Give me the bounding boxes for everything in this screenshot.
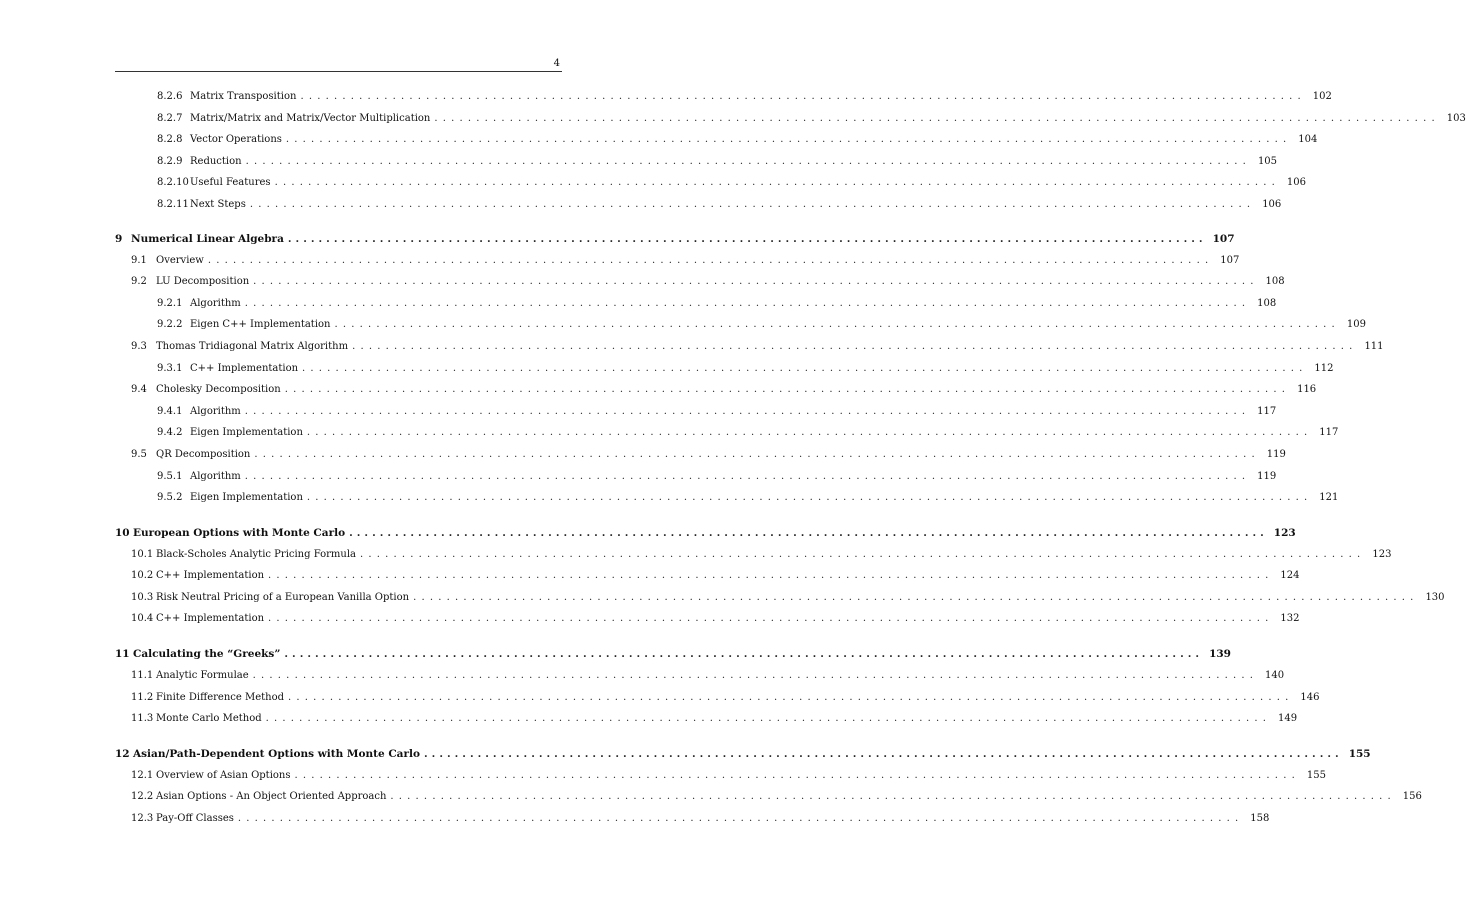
toc-entry-number: 8.2.7 xyxy=(157,112,183,124)
toc-subsection-entry[interactable] xyxy=(115,426,1339,448)
toc-dot-leader: ........................................................................................................................ xyxy=(268,613,1274,625)
toc-entry-page: 119 xyxy=(1266,448,1286,460)
toc-section-entry[interactable] xyxy=(115,669,1285,691)
toc-entry-page: 117 xyxy=(1257,405,1277,417)
toc-dot-leader: ........................................................................................................................ xyxy=(352,340,1358,352)
toc-entry-number: 12.3 xyxy=(131,813,154,825)
toc-entry-number: 12 xyxy=(115,747,130,760)
toc-entry-page: 107 xyxy=(1212,232,1235,245)
toc-section-entry[interactable] xyxy=(115,448,1286,470)
toc-subsection-entry[interactable] xyxy=(115,133,1318,155)
toc-section-entry[interactable] xyxy=(115,612,1300,634)
toc-entry-title: Eigen C++ Implementation xyxy=(190,319,331,331)
toc-dot-leader: ........................................................................................................................ xyxy=(245,155,1252,167)
toc-entry-number: 9.3.1 xyxy=(157,362,183,374)
toc-entry-page: 106 xyxy=(1262,198,1282,210)
toc-dot-leader: ........................................................................................................................ xyxy=(265,713,1272,725)
toc-entry-title: Analytic Formulae xyxy=(156,670,249,682)
toc-entry-title: Monte Carlo Method xyxy=(156,713,262,725)
toc-subsection-entry[interactable] xyxy=(115,90,1332,112)
toc-entry-page: 121 xyxy=(1319,492,1339,504)
toc-entry-number: 10.4 xyxy=(131,613,154,625)
toc-entry-page: 108 xyxy=(1257,297,1277,309)
toc-entry-title: C++ Implementation xyxy=(190,362,299,374)
toc-entry-number: 11.1 xyxy=(131,670,154,682)
toc-entry-page: 102 xyxy=(1312,91,1332,102)
toc-entry-title: Vector Operations xyxy=(190,134,282,146)
toc-entry-number: 9.2.2 xyxy=(157,319,183,331)
toc-entry-title: Matrix/Matrix and Matrix/Vector Multiplication xyxy=(190,112,431,124)
toc-entry-number: 10 xyxy=(115,526,130,539)
toc-section-entry[interactable] xyxy=(115,812,1270,834)
toc-entry-title: Overview of Asian Options xyxy=(156,769,291,781)
toc-entry-page: 105 xyxy=(1257,155,1278,167)
toc-dot-leader: ........................................................................................................................ xyxy=(274,177,1281,189)
toc-entry-number: 9 xyxy=(115,232,123,245)
toc-entry-title: Cholesky Decomposition xyxy=(156,384,281,396)
toc-entry-title: Next Steps xyxy=(190,198,246,210)
toc-entry-page: 112 xyxy=(1314,362,1334,374)
toc-dot-leader: ........................................................................................................................ xyxy=(254,448,1260,460)
toc-entry-page: 130 xyxy=(1425,591,1445,603)
toc-entry-page: 119 xyxy=(1257,470,1277,482)
toc-section-entry[interactable] xyxy=(115,569,1300,591)
toc-entry-number: 10.3 xyxy=(131,591,154,603)
toc-dot-leader: ........................................................................................................................ xyxy=(244,405,1251,417)
toc-subsection-entry[interactable] xyxy=(115,491,1339,513)
toc-subsection-entry[interactable] xyxy=(115,405,1277,427)
toc-section-entry[interactable] xyxy=(115,340,1384,362)
toc-entry-number: 11.2 xyxy=(131,691,154,703)
toc-dot-leader: ........................................................................................................................ xyxy=(434,112,1440,124)
toc-entry-number: 8.2.10 xyxy=(157,177,189,189)
toc-entry-title: European Options with Monte Carlo xyxy=(133,526,346,539)
toc-dot-leader: ........................................................................................................................ xyxy=(244,297,1251,309)
toc-entry-title: Black-Scholes Analytic Pricing Formula xyxy=(156,548,356,560)
header-rule xyxy=(115,71,562,72)
toc-dot-leader: ........................................................................................................................ xyxy=(288,691,1294,703)
toc-chapter-entry[interactable] xyxy=(115,747,1371,769)
toc-entry-number: 9.4.2 xyxy=(157,427,183,439)
toc-entry-title: Risk Neutral Pricing of a European Vanilla Option xyxy=(156,591,410,603)
toc-dot-leader: ........................................................................................................................ xyxy=(244,470,1251,482)
toc-entry-page: 149 xyxy=(1278,713,1298,725)
toc-entry-page: 124 xyxy=(1280,570,1300,582)
toc-entry-title: Thomas Tridiagonal Matrix Algorithm xyxy=(156,340,349,352)
toc-entry-page: 155 xyxy=(1306,769,1326,781)
toc-entry-number: 11.3 xyxy=(131,713,154,725)
toc-entry-page: 116 xyxy=(1297,384,1317,396)
toc-entry-number: 10.1 xyxy=(131,548,154,560)
toc-entry-title: QR Decomposition xyxy=(156,448,251,460)
toc-entry-page: 146 xyxy=(1300,691,1320,703)
toc-entry-page: 139 xyxy=(1209,648,1231,661)
toc-entry-number: 11 xyxy=(115,648,130,661)
toc-entry-page: 156 xyxy=(1402,791,1422,803)
toc-entry-number: 9.3 xyxy=(131,340,147,352)
toc-entry-title: Calculating the “Greeks” xyxy=(133,648,281,661)
toc-entry-number: 8.2.11 xyxy=(157,198,189,210)
toc-subsection-entry[interactable] xyxy=(115,112,1466,134)
toc-entry-page: 140 xyxy=(1265,670,1285,682)
toc-entry-title: Reduction xyxy=(190,155,242,167)
toc-entry-number: 9.4 xyxy=(131,384,147,396)
toc-dot-leader: ........................................................................................................................ xyxy=(390,791,1396,803)
toc-entry-number: 8.2.8 xyxy=(157,134,183,146)
toc-entry-number: 9.2.1 xyxy=(157,297,183,309)
toc-dot-leader: ........................................................................................................................ xyxy=(284,648,1204,661)
toc-entry-page: 117 xyxy=(1319,427,1339,439)
toc-section-entry[interactable] xyxy=(115,383,1317,405)
toc-subsection-entry[interactable] xyxy=(115,155,1278,177)
toc-entry-page: 104 xyxy=(1298,134,1318,146)
toc-entry-number: 9.4.1 xyxy=(157,405,183,417)
toc-entry-page: 109 xyxy=(1346,319,1366,331)
toc-entry-title: Overview xyxy=(156,254,204,266)
toc-entry-title: Eigen Implementation xyxy=(190,492,303,504)
toc-entry-page: 108 xyxy=(1265,276,1285,288)
page-number: 4 xyxy=(553,58,560,69)
toc-entry-number: 10.2 xyxy=(131,570,154,582)
toc-entry-title: Numerical Linear Algebra xyxy=(131,232,284,245)
toc-dot-leader: ........................................................................................................................ xyxy=(284,384,1291,396)
toc-dot-leader: ........................................................................................................................ xyxy=(285,134,1292,146)
toc-entry-title: Algorithm xyxy=(190,405,241,417)
toc-entry-page: 106 xyxy=(1286,177,1307,189)
toc-dot-leader: ........................................................................................................................ xyxy=(294,769,1300,781)
toc-dot-leader: ........................................................................................................................ xyxy=(253,276,1259,288)
toc-entry-title: Eigen Implementation xyxy=(190,427,303,439)
toc-dot-leader: ........................................................................................................................ xyxy=(424,747,1343,760)
toc-entry-title: LU Decomposition xyxy=(156,276,250,288)
toc-dot-leader: ........................................................................................................................ xyxy=(237,813,1244,825)
toc-entry-page: 132 xyxy=(1280,613,1300,625)
toc-entry-number: 9.1 xyxy=(131,254,147,266)
toc-entry-number: 12.1 xyxy=(131,769,154,781)
toc-section-entry[interactable] xyxy=(115,254,1240,276)
toc-dot-leader: ........................................................................................................................ xyxy=(359,548,1366,560)
toc-entry-page: 158 xyxy=(1250,813,1270,825)
toc-section-entry[interactable] xyxy=(115,712,1298,734)
toc-entry-title: Algorithm xyxy=(190,470,241,482)
toc-entry-title: Asian/Path-Dependent Options with Monte Carlo xyxy=(133,747,421,760)
toc-subsection-entry[interactable] xyxy=(115,176,1307,198)
toc-entry-page: 155 xyxy=(1348,747,1371,760)
toc-section-entry[interactable] xyxy=(115,691,1320,713)
toc-section-entry[interactable] xyxy=(115,548,1392,570)
toc-entry-title: Asian Options - An Object Oriented Approach xyxy=(156,791,387,803)
toc-subsection-entry[interactable] xyxy=(115,362,1334,384)
toc-dot-leader: ........................................................................................................................ xyxy=(302,362,1308,374)
toc-entry-title: C++ Implementation xyxy=(156,613,265,625)
toc-entry-number: 8.2.6 xyxy=(157,91,183,102)
toc-entry-title: C++ Implementation xyxy=(156,570,265,582)
toc-entry-number: 8.2.9 xyxy=(157,155,183,167)
toc-entry-number: 9.2 xyxy=(131,276,147,288)
toc-dot-leader: ........................................................................................................................ xyxy=(413,591,1419,603)
toc-entry-title: Pay-Off Classes xyxy=(156,813,234,825)
toc-dot-leader: ........................................................................................................................ xyxy=(249,198,1256,210)
toc-entry-number: 9.5.2 xyxy=(157,492,183,504)
toc-dot-leader: ........................................................................................................................ xyxy=(252,670,1259,682)
toc-dot-leader: ........................................................................................................................ xyxy=(349,526,1268,539)
toc-section-entry[interactable] xyxy=(115,591,1445,613)
toc-entry-title: Algorithm xyxy=(190,297,241,309)
toc-entry-title: Finite Difference Method xyxy=(156,691,285,703)
toc-section-entry[interactable] xyxy=(115,790,1422,812)
toc-entry-number: 9.5 xyxy=(131,448,147,460)
toc-section-entry[interactable] xyxy=(115,769,1326,791)
toc-entry-page: 123 xyxy=(1273,526,1296,539)
toc-subsection-entry[interactable] xyxy=(115,318,1366,340)
toc-dot-leader: ........................................................................................................................ xyxy=(306,427,1313,439)
toc-dot-leader: ........................................................................................................................ xyxy=(207,254,1214,266)
toc-subsection-entry[interactable] xyxy=(115,297,1277,319)
toc-entry-title: Matrix Transposition xyxy=(190,91,297,102)
toc-entry-page: 103 xyxy=(1446,112,1466,124)
toc-chapter-entry[interactable] xyxy=(115,526,1296,548)
toc-entry-title: Useful Features xyxy=(190,177,271,189)
toc-entry-page: 123 xyxy=(1372,548,1392,560)
toc-dot-leader: ........................................................................................................................ xyxy=(287,232,1207,245)
toc-subsection-entry[interactable] xyxy=(115,198,1282,220)
toc-chapter-entry[interactable] xyxy=(115,647,1231,669)
toc-subsection-entry[interactable] xyxy=(115,470,1277,492)
toc-entry-page: 107 xyxy=(1220,254,1240,266)
toc-chapter-entry[interactable] xyxy=(115,232,1235,254)
toc-dot-leader: ........................................................................................................................ xyxy=(300,91,1306,102)
toc-entry-number: 12.2 xyxy=(131,791,154,803)
toc-entry-page: 111 xyxy=(1364,340,1384,352)
toc-dot-leader: ........................................................................................................................ xyxy=(268,570,1274,582)
toc-dot-leader: ........................................................................................................................ xyxy=(306,492,1313,504)
toc-dot-leader: ........................................................................................................................ xyxy=(334,319,1340,331)
toc-section-entry[interactable] xyxy=(115,275,1285,297)
toc-entry-number: 9.5.1 xyxy=(157,470,183,482)
table-of-contents xyxy=(115,90,1466,834)
